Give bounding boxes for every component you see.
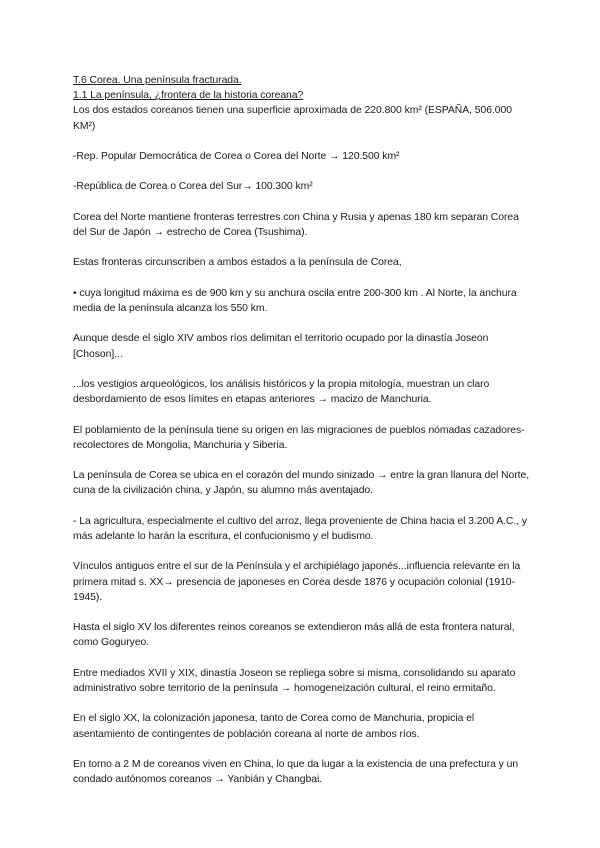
paragraph: • cuya longitud máxima es de 900 km y su anchura oscila entre 200-300 km . Al Norte, la anchura media de la península alcanza los 550 km.	[73, 287, 517, 314]
paragraph: Entre mediados XVII y XIX, dinastía Joseon se repliega sobre si misma, consolidando su aparato administrativo sobre territorio de la península → homogeneización cultural, el reino ermitaño.	[73, 667, 516, 694]
paragraph: -Rep. Popular Democrática de Corea o Corea del Norte → 120.500 km²	[73, 151, 400, 162]
paragraph: El poblamiento de la península tiene su origen en las migraciones de pueblos nómadas cazadores-recolectores de Mongolia, Manchuria y Siberia.	[73, 424, 525, 451]
paragraph: Los dos estados coreanos tienen una superficie aproximada de 220.800 km² (ESPAÑA, 506.000 KM²)	[73, 105, 512, 132]
paragraph: En torno a 2 M de coreanos viven en China, lo que da lugar a la existencia de una prefectura y un condado autónomos coreanos → Yanbián y Changbai.	[73, 758, 519, 786]
paragraph: En el siglo XX, la colonización japonesa, tanto de Corea como de Manchuria, propicia el asentamiento de contingentes de población coreana al norte de ambos ríos.	[73, 713, 475, 740]
paragraph: - La agricultura, especialmente el cultivo del arroz, llega proveniente de China hacia el 3.200 A.C., y más adelante lo harán la escritura, el confucionismo y el budismo.	[73, 515, 528, 542]
document-body	[73, 73, 533, 787]
paragraph: Hasta el siglo XV los diferentes reinos coreanos se extendieron más allá de esta frontera natural, como Goguryeo.	[73, 622, 515, 649]
page-title: T.6 Corea. Una península fracturada.	[73, 75, 242, 86]
paragraph: La península de Corea se ubica en el corazón del mundo sinizado → entre la gran llanura del Norte, cuna de la civilización china, y Japón, su alumno más aventajado.	[73, 470, 530, 497]
paragraph: Aunque desde el siglo XIV ambos ríos delimitan el territorio ocupado por la dinastía Joseon [Choson]...	[73, 333, 489, 360]
paragraph: Estas fronteras circunscriben a ambos estados a la península de Corea,	[73, 257, 402, 269]
paragraph: Vínculos antiguos entre el sur de la Península y el archipiélago japonés...influencia relevante en la primera mitad s. XX→ presencia de japoneses en Corea desde 1876 y ocupación colonial (1910-1945).	[73, 561, 521, 603]
paragraph: ...los vestigios arqueológicos, los análisis históricos y la propia mitología, muestran un claro desbordamiento de esos límites en etapas anteriores → macizo de Manchuria.	[73, 378, 490, 406]
section-heading: 1.1 La península, ¿frontera de la historia coreana?	[73, 90, 304, 102]
paragraph: Corea del Norte mantiene fronteras terrestres con China y Rusia y apenas 180 km separan Corea del Sur de Japón → estrecho de Corea (Tsushima).	[73, 211, 519, 238]
paragraph: -República de Corea o Corea del Sur→ 100.300 km²	[73, 181, 313, 193]
